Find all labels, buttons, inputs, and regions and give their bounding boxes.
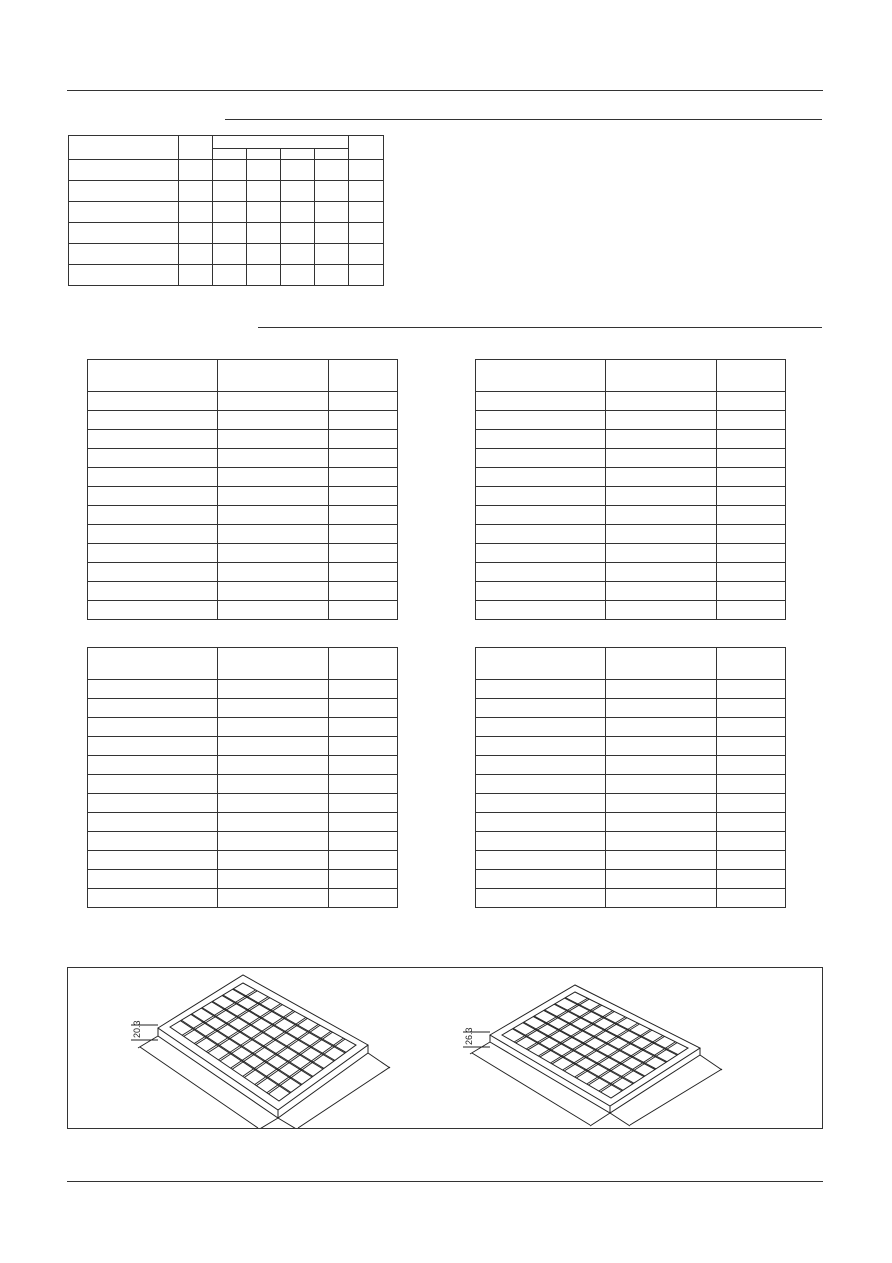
dimension-cell bbox=[606, 794, 717, 813]
dimension-row bbox=[88, 544, 398, 563]
dimension-cell bbox=[476, 601, 606, 620]
dimension-row bbox=[476, 718, 786, 737]
spec-cell bbox=[349, 244, 384, 265]
dimension-cell bbox=[606, 525, 717, 544]
dimension-cell bbox=[476, 468, 606, 487]
grating-bar bbox=[599, 1042, 676, 1091]
grating-bar bbox=[554, 1004, 666, 1062]
dimension-row bbox=[476, 392, 786, 411]
dimension-cell bbox=[329, 506, 398, 525]
dimension-cell bbox=[606, 601, 717, 620]
dimension-cell bbox=[476, 544, 606, 563]
spec-cell bbox=[213, 160, 247, 181]
spec-cell bbox=[349, 223, 384, 244]
dimension-cell bbox=[218, 737, 329, 756]
spec-cell bbox=[315, 202, 349, 223]
spec-cell bbox=[213, 265, 247, 286]
dimension-row bbox=[476, 756, 786, 775]
dimension-cell bbox=[606, 487, 717, 506]
dimension-cell bbox=[717, 699, 786, 718]
grating-bar bbox=[555, 1004, 667, 1062]
dimension-cell bbox=[606, 506, 717, 525]
dimension-cell bbox=[329, 392, 398, 411]
dimension-table-1 bbox=[87, 359, 398, 620]
dimension-cell bbox=[218, 699, 329, 718]
spec-table bbox=[68, 135, 384, 286]
dimension-cell bbox=[329, 449, 398, 468]
dimension-cell bbox=[476, 775, 606, 794]
dimension-cell bbox=[88, 851, 218, 870]
dimension-row bbox=[88, 563, 398, 582]
dimension-row bbox=[88, 680, 398, 699]
dimension-cell bbox=[606, 813, 717, 832]
dimension-row bbox=[88, 889, 398, 908]
dimension-cell bbox=[329, 487, 398, 506]
dimension-row bbox=[88, 813, 398, 832]
dimension-header-cell bbox=[329, 648, 398, 680]
dimension-cell bbox=[606, 468, 717, 487]
dimension-cell bbox=[476, 718, 606, 737]
dimension-row bbox=[476, 506, 786, 525]
dimension-cell bbox=[717, 582, 786, 601]
grating-bar bbox=[565, 998, 677, 1055]
dimension-cell bbox=[218, 544, 329, 563]
dimension-cell bbox=[218, 889, 329, 908]
dimension-cell bbox=[606, 889, 717, 908]
spec-row bbox=[69, 181, 384, 202]
dimension-cell bbox=[476, 889, 606, 908]
dimension-cell bbox=[218, 525, 329, 544]
dimension-cell bbox=[606, 544, 717, 563]
footer-rule bbox=[67, 1181, 823, 1182]
dimension-cell bbox=[606, 718, 717, 737]
dimension-row bbox=[88, 392, 398, 411]
dimension-row bbox=[476, 737, 786, 756]
dimension-table-3 bbox=[87, 647, 398, 908]
dimension-cell bbox=[218, 392, 329, 411]
dimension-cell bbox=[218, 832, 329, 851]
dimension-cell bbox=[476, 851, 606, 870]
dimension-row bbox=[88, 411, 398, 430]
dimension-cell bbox=[329, 468, 398, 487]
dimension-row bbox=[476, 544, 786, 563]
dimension-cell bbox=[606, 851, 717, 870]
dimension-header-cell bbox=[88, 648, 218, 680]
spec-cell bbox=[281, 202, 315, 223]
dimension-cell bbox=[88, 563, 218, 582]
dimension-cell bbox=[717, 718, 786, 737]
dimension-row bbox=[88, 775, 398, 794]
grating-bar bbox=[208, 1005, 282, 1053]
figure-panel bbox=[67, 967, 823, 1129]
dimension-cell bbox=[717, 832, 786, 851]
dimension-cell bbox=[218, 582, 329, 601]
dimension-cell bbox=[329, 775, 398, 794]
spec-cell bbox=[247, 160, 281, 181]
spec-cell bbox=[179, 181, 213, 202]
dimension-cell bbox=[218, 718, 329, 737]
dimension-row bbox=[476, 449, 786, 468]
dimension-cell bbox=[218, 487, 329, 506]
dimension-cell bbox=[717, 870, 786, 889]
dimension-row bbox=[476, 487, 786, 506]
spec-header-cell bbox=[349, 136, 384, 160]
dimension-cell bbox=[218, 430, 329, 449]
dimension-cell bbox=[218, 449, 329, 468]
dimension-cell bbox=[606, 832, 717, 851]
dimension-cell bbox=[88, 449, 218, 468]
dimension-row bbox=[88, 506, 398, 525]
dimension-row bbox=[88, 525, 398, 544]
dimension-cell bbox=[717, 601, 786, 620]
dimension-cell bbox=[717, 449, 786, 468]
dimension-row bbox=[476, 794, 786, 813]
dimension-row bbox=[476, 582, 786, 601]
dimension-row bbox=[476, 430, 786, 449]
dimension-row bbox=[88, 430, 398, 449]
dimension-cell bbox=[218, 870, 329, 889]
dimension-cell bbox=[329, 756, 398, 775]
dimension-cell bbox=[88, 870, 218, 889]
dimension-cell bbox=[606, 775, 717, 794]
dimension-cell bbox=[329, 544, 398, 563]
dimension-cell bbox=[329, 601, 398, 620]
grating-bar bbox=[601, 1043, 678, 1092]
spec-cell bbox=[213, 244, 247, 265]
dimension-cell bbox=[476, 525, 606, 544]
dimension-cell bbox=[218, 601, 329, 620]
dimension-cell bbox=[606, 563, 717, 582]
dimension-cell bbox=[476, 813, 606, 832]
dimension-row bbox=[476, 832, 786, 851]
spec-cell bbox=[69, 181, 179, 202]
dimension-table-4 bbox=[475, 647, 786, 908]
dimension-cell bbox=[88, 468, 218, 487]
dimension-cell bbox=[88, 525, 218, 544]
dimension-cell bbox=[329, 737, 398, 756]
dimension-cell bbox=[329, 680, 398, 699]
dimension-cell bbox=[88, 582, 218, 601]
grating-small-drawing bbox=[460, 980, 760, 1128]
dimension-header-cell bbox=[476, 648, 606, 680]
dimension-cell bbox=[88, 794, 218, 813]
grating-bar bbox=[565, 998, 677, 1055]
spec-cell bbox=[315, 244, 349, 265]
grating-bar bbox=[233, 989, 345, 1053]
dimension-cell bbox=[88, 889, 218, 908]
dimension-header-row bbox=[476, 360, 786, 392]
dimension-cell bbox=[329, 718, 398, 737]
dimension-cell bbox=[476, 411, 606, 430]
grating-bar bbox=[233, 989, 345, 1053]
dimension-cell bbox=[717, 487, 786, 506]
dimension-cell bbox=[329, 582, 398, 601]
grating-small-svg bbox=[460, 980, 760, 1128]
dimension-cell bbox=[476, 699, 606, 718]
dimension-row bbox=[476, 699, 786, 718]
height-label-large: 20.3 bbox=[132, 1020, 142, 1038]
dimension-row bbox=[88, 468, 398, 487]
dimension-cell bbox=[476, 487, 606, 506]
spec-row bbox=[69, 244, 384, 265]
spec-cell bbox=[247, 181, 281, 202]
dimension-row bbox=[88, 449, 398, 468]
dimension-cell bbox=[329, 794, 398, 813]
dimension-cell bbox=[88, 506, 218, 525]
dimension-cell bbox=[329, 699, 398, 718]
dimension-row bbox=[88, 794, 398, 813]
dimension-cell bbox=[717, 794, 786, 813]
spec-cell bbox=[213, 202, 247, 223]
dimension-row bbox=[88, 832, 398, 851]
spec-row bbox=[69, 160, 384, 181]
spec-cell bbox=[69, 202, 179, 223]
dimension-cell bbox=[218, 563, 329, 582]
dimension-cell bbox=[606, 737, 717, 756]
dimension-header-cell bbox=[606, 648, 717, 680]
dimension-cell bbox=[717, 775, 786, 794]
dimension-cell bbox=[717, 506, 786, 525]
dimension-cell bbox=[476, 756, 606, 775]
dimension-cell bbox=[88, 601, 218, 620]
dimension-cell bbox=[218, 680, 329, 699]
dimension-row bbox=[476, 563, 786, 582]
grating-bar bbox=[184, 991, 258, 1037]
dimension-cell bbox=[606, 582, 717, 601]
spec-cell bbox=[247, 244, 281, 265]
dimension-cell bbox=[329, 813, 398, 832]
dimension-cell bbox=[717, 468, 786, 487]
dimension-cell bbox=[88, 737, 218, 756]
dimension-cell bbox=[329, 851, 398, 870]
dimension-row bbox=[476, 680, 786, 699]
dimension-cell bbox=[717, 392, 786, 411]
dimension-table-2 bbox=[475, 359, 786, 620]
spec-cell bbox=[349, 202, 384, 223]
dimension-cell bbox=[606, 449, 717, 468]
spec-cell bbox=[349, 181, 384, 202]
dimension-cell bbox=[476, 563, 606, 582]
spec-cell bbox=[69, 160, 179, 181]
dimension-header-cell bbox=[88, 360, 218, 392]
dimension-cell bbox=[218, 468, 329, 487]
height-label-small: 26.3 bbox=[464, 1027, 474, 1045]
dimension-cell bbox=[88, 775, 218, 794]
dimension-row bbox=[476, 775, 786, 794]
spec-header-cell bbox=[179, 136, 213, 160]
dimension-cell bbox=[88, 813, 218, 832]
dimension-cell bbox=[717, 563, 786, 582]
spec-header-cell bbox=[69, 136, 179, 160]
spec-cell bbox=[315, 265, 349, 286]
dimension-cell bbox=[88, 699, 218, 718]
spec-cell bbox=[179, 160, 213, 181]
dimension-cell bbox=[88, 430, 218, 449]
dimension-cell bbox=[88, 718, 218, 737]
dimension-cell bbox=[88, 411, 218, 430]
dimension-cell bbox=[606, 411, 717, 430]
dimension-cell bbox=[476, 582, 606, 601]
dimension-cell bbox=[88, 756, 218, 775]
dimension-cell bbox=[218, 756, 329, 775]
dimension-row bbox=[476, 851, 786, 870]
spec-subheader-cell bbox=[213, 149, 247, 160]
dimension-cell bbox=[717, 411, 786, 430]
dimension-cell bbox=[476, 794, 606, 813]
section-rule-2 bbox=[258, 327, 822, 328]
dimension-cell bbox=[606, 756, 717, 775]
dimension-cell bbox=[329, 832, 398, 851]
dimension-cell bbox=[606, 430, 717, 449]
spec-cell bbox=[179, 202, 213, 223]
dimension-cell bbox=[717, 680, 786, 699]
section-rule-1 bbox=[225, 119, 822, 120]
dimension-cell bbox=[717, 737, 786, 756]
dimension-cell bbox=[717, 851, 786, 870]
spec-subheader-cell bbox=[281, 149, 315, 160]
spec-subheader-cell bbox=[247, 149, 281, 160]
dimension-cell bbox=[717, 889, 786, 908]
header-rule bbox=[67, 90, 823, 91]
spec-header-row-1 bbox=[69, 136, 384, 149]
dimension-row bbox=[476, 870, 786, 889]
dimension-cell bbox=[88, 392, 218, 411]
dimension-cell bbox=[329, 411, 398, 430]
dimension-header-cell bbox=[717, 648, 786, 680]
spec-cell bbox=[281, 181, 315, 202]
spec-cell bbox=[315, 160, 349, 181]
dimension-cell bbox=[476, 392, 606, 411]
dimension-row bbox=[476, 411, 786, 430]
dimension-cell bbox=[218, 813, 329, 832]
spec-cell bbox=[69, 265, 179, 286]
dimension-cell bbox=[717, 525, 786, 544]
dimension-cell bbox=[88, 680, 218, 699]
dimension-row bbox=[88, 582, 398, 601]
dimension-cell bbox=[717, 430, 786, 449]
spec-header-group bbox=[213, 136, 349, 149]
spec-cell bbox=[213, 181, 247, 202]
dimension-cell bbox=[329, 889, 398, 908]
spec-cell bbox=[247, 202, 281, 223]
dimension-cell bbox=[88, 832, 218, 851]
dimension-header-row bbox=[88, 360, 398, 392]
dimension-cell bbox=[329, 430, 398, 449]
dimension-row bbox=[88, 737, 398, 756]
spec-cell bbox=[179, 244, 213, 265]
dimension-header-cell bbox=[218, 360, 329, 392]
dimension-cell bbox=[476, 832, 606, 851]
dimension-cell bbox=[218, 851, 329, 870]
dimension-header-row bbox=[88, 648, 398, 680]
dimension-row bbox=[476, 889, 786, 908]
dimension-row bbox=[88, 487, 398, 506]
spec-cell bbox=[69, 223, 179, 244]
dimension-cell bbox=[606, 699, 717, 718]
dimension-row bbox=[88, 851, 398, 870]
dimension-row bbox=[476, 525, 786, 544]
dimension-cell bbox=[218, 506, 329, 525]
dimension-row bbox=[88, 870, 398, 889]
dimension-row bbox=[476, 468, 786, 487]
dimension-row bbox=[88, 756, 398, 775]
grating-large-svg bbox=[128, 970, 468, 1128]
dimension-cell bbox=[717, 756, 786, 775]
dimension-cell bbox=[88, 544, 218, 563]
spec-row bbox=[69, 265, 384, 286]
spec-cell bbox=[69, 244, 179, 265]
dimension-cell bbox=[476, 430, 606, 449]
spec-cell bbox=[179, 223, 213, 244]
dimension-header-cell bbox=[329, 360, 398, 392]
spec-row bbox=[69, 223, 384, 244]
dimension-cell bbox=[606, 680, 717, 699]
dimension-header-cell bbox=[218, 648, 329, 680]
dimension-cell bbox=[606, 870, 717, 889]
dimension-row bbox=[88, 699, 398, 718]
spec-row bbox=[69, 202, 384, 223]
dimension-cell bbox=[717, 813, 786, 832]
spec-cell bbox=[349, 265, 384, 286]
spec-cell bbox=[247, 265, 281, 286]
dimension-row bbox=[476, 813, 786, 832]
dimension-cell bbox=[476, 449, 606, 468]
spec-cell bbox=[213, 223, 247, 244]
spec-subheader-cell bbox=[315, 149, 349, 160]
spec-cell bbox=[281, 244, 315, 265]
dimension-header-cell bbox=[717, 360, 786, 392]
spec-cell bbox=[179, 265, 213, 286]
grating-large-drawing bbox=[128, 970, 468, 1128]
dimension-cell bbox=[329, 563, 398, 582]
dimension-row bbox=[88, 718, 398, 737]
dimension-cell bbox=[218, 411, 329, 430]
dimension-cell bbox=[476, 870, 606, 889]
spec-table-body bbox=[69, 160, 384, 286]
dimension-cell bbox=[329, 870, 398, 889]
dimension-cell bbox=[606, 392, 717, 411]
dimension-cell bbox=[476, 506, 606, 525]
dimension-row bbox=[88, 601, 398, 620]
dimension-row bbox=[476, 601, 786, 620]
spec-cell bbox=[315, 181, 349, 202]
dimension-cell bbox=[88, 487, 218, 506]
dimension-header-row bbox=[476, 648, 786, 680]
spec-cell bbox=[315, 223, 349, 244]
dimension-cell bbox=[218, 775, 329, 794]
spec-cell bbox=[349, 160, 384, 181]
dimension-cell bbox=[329, 525, 398, 544]
dimension-cell bbox=[717, 544, 786, 563]
spec-cell bbox=[281, 160, 315, 181]
dimension-cell bbox=[476, 680, 606, 699]
grating-bar bbox=[267, 1038, 344, 1093]
dimension-cell bbox=[476, 737, 606, 756]
dimension-cell bbox=[218, 794, 329, 813]
spec-cell bbox=[281, 223, 315, 244]
dimension-header-cell bbox=[476, 360, 606, 392]
spec-cell bbox=[247, 223, 281, 244]
spec-cell bbox=[281, 265, 315, 286]
dimension-header-cell bbox=[606, 360, 717, 392]
